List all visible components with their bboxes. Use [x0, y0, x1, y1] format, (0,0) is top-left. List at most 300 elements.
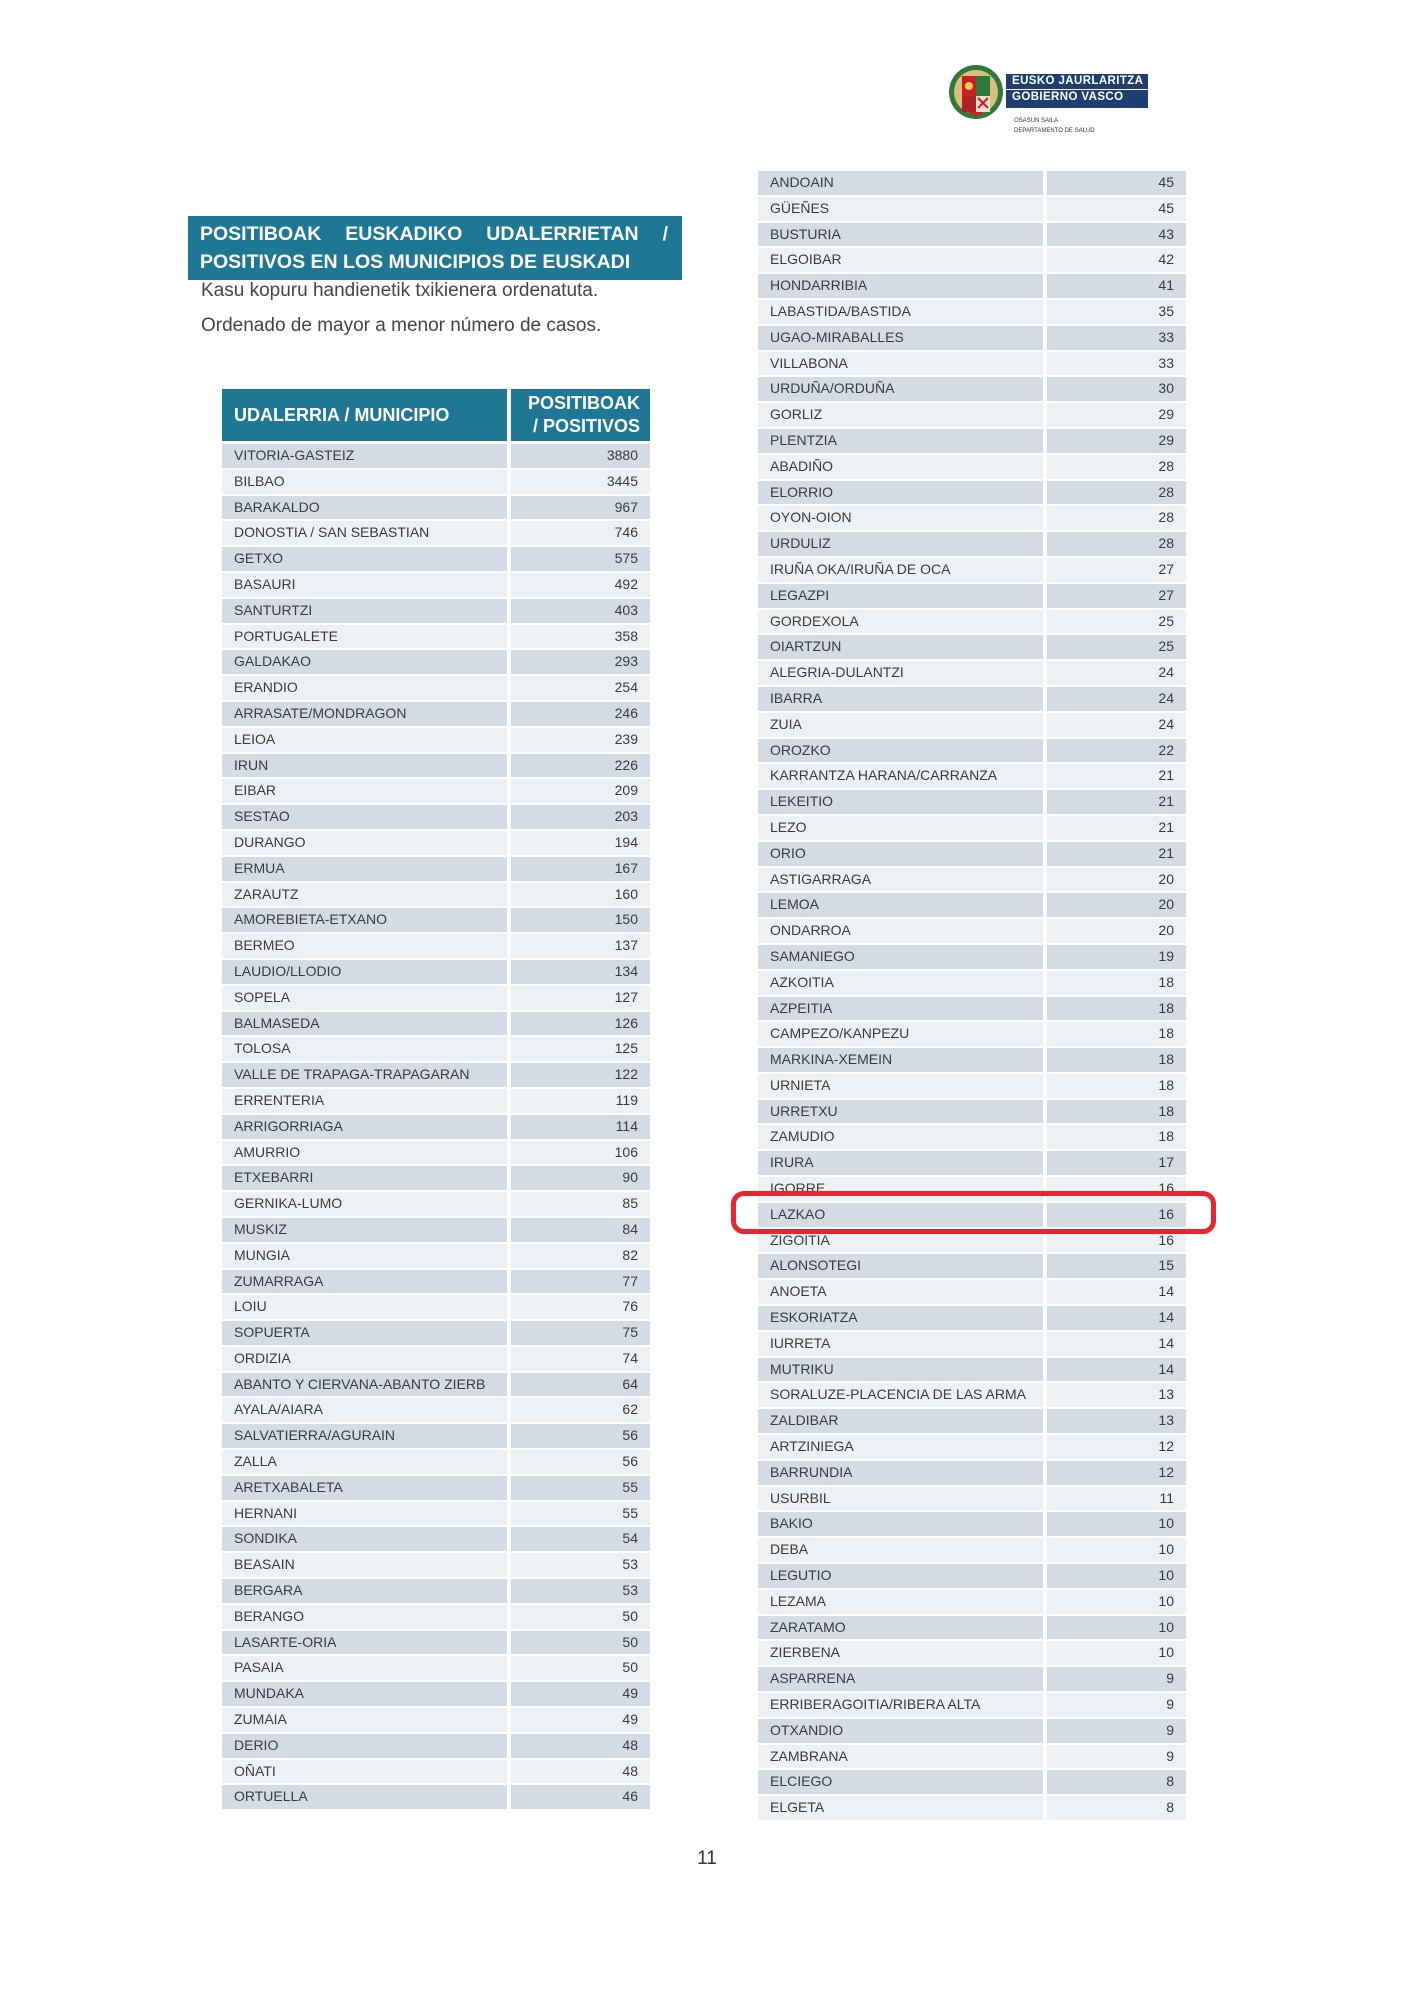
- table-row: [758, 196, 1186, 222]
- positive-count: 10: [1047, 1564, 1186, 1588]
- table-row: [758, 1589, 1186, 1615]
- table-row: [758, 1615, 1186, 1641]
- municipality-name: LEZO: [758, 816, 1043, 840]
- municipality-name: ONDARROA: [758, 919, 1043, 943]
- positive-count: 48: [511, 1760, 650, 1784]
- municipality-name: OYON-OION: [758, 506, 1043, 530]
- positive-count: 43: [1047, 223, 1186, 247]
- table-row: [222, 1475, 650, 1501]
- positive-count: 18: [1047, 971, 1186, 995]
- municipality-name: MUNGIA: [222, 1244, 507, 1268]
- table-row: [222, 1707, 650, 1733]
- table-row: [758, 557, 1186, 583]
- table-row: [222, 443, 650, 469]
- positive-count: 12: [1047, 1435, 1186, 1459]
- positive-count: 45: [1047, 197, 1186, 221]
- municipality-name: ERANDIO: [222, 676, 507, 700]
- table-row: [222, 856, 650, 882]
- table-row: [222, 1165, 650, 1191]
- table-row: [758, 996, 1186, 1022]
- municipality-name: DONOSTIA / SAN SEBASTIAN: [222, 521, 507, 545]
- municipality-name: SESTAO: [222, 805, 507, 829]
- table-row: [222, 1062, 650, 1088]
- municipality-name: OÑATI: [222, 1760, 507, 1784]
- municipality-name: SAMANIEGO: [758, 945, 1043, 969]
- table-row: [222, 1088, 650, 1114]
- table-row: [222, 1294, 650, 1320]
- municipality-name: ZUIA: [758, 713, 1043, 737]
- positive-count: 167: [511, 857, 650, 881]
- municipality-name: LAZKAO: [758, 1203, 1043, 1227]
- municipality-name: AZKOITIA: [758, 971, 1043, 995]
- positive-count: 33: [1047, 326, 1186, 350]
- municipality-name: USURBIL: [758, 1487, 1043, 1511]
- positive-count: 20: [1047, 868, 1186, 892]
- municipality-name: ARRASATE/MONDRAGON: [222, 702, 507, 726]
- table-row: [222, 1372, 650, 1398]
- municipality-name: ZAMUDIO: [758, 1125, 1043, 1149]
- municipality-name: URDUÑA/ORDUÑA: [758, 377, 1043, 401]
- municipality-name: HONDARRIBIA: [758, 274, 1043, 298]
- table-row: [222, 1501, 650, 1527]
- table-row: [222, 1630, 650, 1656]
- positive-count: 9: [1047, 1693, 1186, 1717]
- positive-count: 8: [1047, 1770, 1186, 1794]
- column-header-positives-line2: / POSITIVOS: [532, 416, 640, 436]
- table-row: [758, 1769, 1186, 1795]
- positive-count: 22: [1047, 739, 1186, 763]
- municipality-name: ZAMBRANA: [758, 1745, 1043, 1769]
- table-row: [758, 376, 1186, 402]
- municipality-name: AYALA/AIARA: [222, 1398, 507, 1422]
- municipality-name: MUTRIKU: [758, 1358, 1043, 1382]
- table-row: [758, 583, 1186, 609]
- positive-count: 9: [1047, 1745, 1186, 1769]
- municipality-name: LEZAMA: [758, 1590, 1043, 1614]
- table-row: [222, 598, 650, 624]
- table-row: [758, 1408, 1186, 1434]
- municipality-name: ASPARRENA: [758, 1667, 1043, 1691]
- positive-count: 358: [511, 625, 650, 649]
- positive-count: 127: [511, 986, 650, 1010]
- table-row: [758, 402, 1186, 428]
- positive-count: 10: [1047, 1590, 1186, 1614]
- municipality-name: TOLOSA: [222, 1037, 507, 1061]
- table-row: [758, 1150, 1186, 1176]
- positive-count: 21: [1047, 816, 1186, 840]
- table-row: [758, 351, 1186, 377]
- municipality-name: BARAKALDO: [222, 496, 507, 520]
- table-row: [758, 299, 1186, 325]
- municipality-name: ZARATAMO: [758, 1616, 1043, 1640]
- table-row: [758, 892, 1186, 918]
- table-row: [758, 1305, 1186, 1331]
- municipality-name: ABANTO Y CIERVANA-ABANTO ZIERB: [222, 1373, 507, 1397]
- title-word: EUSKADIKO: [345, 223, 463, 245]
- table-header: [222, 389, 650, 441]
- positive-count: 56: [511, 1424, 650, 1448]
- municipality-name: ETXEBARRI: [222, 1166, 507, 1190]
- table-row: [222, 675, 650, 701]
- municipality-name: ALEGRIA-DULANTZI: [758, 661, 1043, 685]
- municipality-name: LABASTIDA/BASTIDA: [758, 300, 1043, 324]
- table-row: [222, 1449, 650, 1475]
- municipality-name: SANTURTZI: [222, 599, 507, 623]
- municipality-name: AZPEITIA: [758, 997, 1043, 1021]
- table-row: [222, 1346, 650, 1372]
- municipality-name: LEIOA: [222, 728, 507, 752]
- table-row: [222, 1140, 650, 1166]
- municipality-name: LEGAZPI: [758, 584, 1043, 608]
- table-row: [758, 944, 1186, 970]
- municipality-name: VITORIA-GASTEIZ: [222, 444, 507, 468]
- municipality-name: IRUÑA OKA/IRUÑA DE OCA: [758, 558, 1043, 582]
- positive-count: 29: [1047, 429, 1186, 453]
- positive-count: 50: [511, 1605, 650, 1629]
- logo-text-spanish: GOBIERNO VASCO: [1012, 91, 1124, 103]
- sort-note-spanish: Ordenado de mayor a menor número de casos.: [201, 315, 602, 336]
- table-row: [222, 572, 650, 598]
- table-row: [758, 1047, 1186, 1073]
- municipality-name: ZARAUTZ: [222, 883, 507, 907]
- positive-count: 24: [1047, 661, 1186, 685]
- section-title: [188, 216, 682, 280]
- positive-count: 18: [1047, 1100, 1186, 1124]
- coat-of-arms-icon: [948, 64, 1006, 120]
- table-row: [758, 712, 1186, 738]
- table-row: [758, 273, 1186, 299]
- table-row: [758, 1795, 1186, 1821]
- table-row: [758, 1434, 1186, 1460]
- table-row: [758, 738, 1186, 764]
- municipality-name: DERIO: [222, 1734, 507, 1758]
- municipality-name: ARRIGORRIAGA: [222, 1115, 507, 1139]
- table-row: [758, 609, 1186, 635]
- municipality-name: IGORRE: [758, 1177, 1043, 1201]
- positive-count: 76: [511, 1295, 650, 1319]
- table-row: [222, 1243, 650, 1269]
- municipality-name: GALDAKAO: [222, 650, 507, 674]
- table-row: [758, 1692, 1186, 1718]
- positive-count: 106: [511, 1141, 650, 1165]
- municipality-name: ARTZINIEGA: [758, 1435, 1043, 1459]
- municipality-name: ABADIÑO: [758, 455, 1043, 479]
- positive-count: 137: [511, 934, 650, 958]
- page-number: 11: [697, 1848, 717, 1869]
- municipality-name: SONDIKA: [222, 1527, 507, 1551]
- positive-count: 77: [511, 1270, 650, 1294]
- table-row: [758, 1563, 1186, 1589]
- municipality-name: BARRUNDIA: [758, 1461, 1043, 1485]
- positive-count: 53: [511, 1579, 650, 1603]
- title-line-basque: [200, 220, 668, 248]
- municipality-name: LEMOA: [758, 893, 1043, 917]
- table-row: [222, 1269, 650, 1295]
- table-row: [758, 1718, 1186, 1744]
- positive-count: 27: [1047, 584, 1186, 608]
- table-row: [222, 727, 650, 753]
- municipality-name: PLENTZIA: [758, 429, 1043, 453]
- table-row: [758, 531, 1186, 557]
- table-row: [222, 1784, 650, 1810]
- title-word: POSITIBOAK: [200, 223, 322, 245]
- municipality-name: ERRIBERAGOITIA/RIBERA ALTA: [758, 1693, 1043, 1717]
- positive-count: 126: [511, 1012, 650, 1036]
- table-row: [758, 660, 1186, 686]
- table-row: [222, 649, 650, 675]
- table-row: [758, 686, 1186, 712]
- positive-count: 114: [511, 1115, 650, 1139]
- positive-count: 24: [1047, 713, 1186, 737]
- table-row: [758, 428, 1186, 454]
- table-row: [758, 789, 1186, 815]
- municipality-name: ELGETA: [758, 1796, 1043, 1820]
- table-row: [758, 325, 1186, 351]
- positive-count: 3880: [511, 444, 650, 468]
- positive-count: 82: [511, 1244, 650, 1268]
- municipality-name: MARKINA-XEMEIN: [758, 1048, 1043, 1072]
- positive-count: 84: [511, 1218, 650, 1242]
- positive-count: 15: [1047, 1254, 1186, 1278]
- logo-text-basque: EUSKO JAURLARITZA: [1006, 74, 1148, 90]
- municipality-name: LAUDIO/LLODIO: [222, 960, 507, 984]
- table-row: [222, 701, 650, 727]
- municipality-name: ELORRIO: [758, 481, 1043, 505]
- highlight-box: [731, 1191, 1216, 1234]
- positive-count: 16: [1047, 1203, 1186, 1227]
- municipality-name: LASARTE-ORIA: [222, 1631, 507, 1655]
- table-row: [222, 1526, 650, 1552]
- table-row: [222, 1552, 650, 1578]
- municipality-name: HERNANI: [222, 1502, 507, 1526]
- table-row: [758, 222, 1186, 248]
- municipality-name: ASTIGARRAGA: [758, 868, 1043, 892]
- positive-count: 18: [1047, 997, 1186, 1021]
- municipality-name: MUSKIZ: [222, 1218, 507, 1242]
- positive-count: 203: [511, 805, 650, 829]
- positive-count: 62: [511, 1398, 650, 1422]
- positive-count: 25: [1047, 610, 1186, 634]
- municipality-table-right: [758, 170, 1186, 1821]
- table-row: [222, 1733, 650, 1759]
- municipality-name: ELGOIBAR: [758, 248, 1043, 272]
- positive-count: 9: [1047, 1719, 1186, 1743]
- positive-count: 28: [1047, 455, 1186, 479]
- table-row: [758, 1666, 1186, 1692]
- positive-count: 42: [1047, 248, 1186, 272]
- positive-count: 16: [1047, 1229, 1186, 1253]
- positive-count: 49: [511, 1682, 650, 1706]
- table-row: [758, 1099, 1186, 1125]
- municipality-name: CAMPEZO/KANPEZU: [758, 1022, 1043, 1046]
- table-row: [758, 918, 1186, 944]
- positive-count: 90: [511, 1166, 650, 1190]
- positive-count: 10: [1047, 1538, 1186, 1562]
- municipality-name: ERRENTERIA: [222, 1089, 507, 1113]
- table-row: [758, 1253, 1186, 1279]
- positive-count: 28: [1047, 506, 1186, 530]
- municipality-name: SALVATIERRA/AGURAIN: [222, 1424, 507, 1448]
- municipality-name: OTXANDIO: [758, 1719, 1043, 1743]
- positive-count: 10: [1047, 1512, 1186, 1536]
- table-row: [222, 1423, 650, 1449]
- positive-count: 10: [1047, 1616, 1186, 1640]
- table-row: [758, 170, 1186, 196]
- positive-count: 246: [511, 702, 650, 726]
- title-word: UDALERRIETAN: [486, 223, 639, 245]
- table-row: [222, 1681, 650, 1707]
- column-header-positives-line1: POSITIBOAK: [527, 393, 640, 413]
- positive-count: 33: [1047, 352, 1186, 376]
- table-row: [758, 1073, 1186, 1099]
- positive-count: 119: [511, 1089, 650, 1113]
- positive-count: 18: [1047, 1048, 1186, 1072]
- positive-count: 3445: [511, 470, 650, 494]
- positive-count: 13: [1047, 1383, 1186, 1407]
- municipality-name: ARETXABALETA: [222, 1476, 507, 1500]
- table-row: [222, 495, 650, 521]
- municipality-name: BERMEO: [222, 934, 507, 958]
- positive-count: 27: [1047, 558, 1186, 582]
- positive-count: 14: [1047, 1280, 1186, 1304]
- positive-count: 21: [1047, 842, 1186, 866]
- municipality-name: ORIO: [758, 842, 1043, 866]
- table-row: [222, 1011, 650, 1037]
- municipality-name: DURANGO: [222, 831, 507, 855]
- table-row: [758, 1124, 1186, 1150]
- positive-count: 28: [1047, 481, 1186, 505]
- municipality-name: ZALDIBAR: [758, 1409, 1043, 1433]
- municipality-name: ZUMARRAGA: [222, 1270, 507, 1294]
- positive-count: 56: [511, 1450, 650, 1474]
- municipality-name: DEBA: [758, 1538, 1043, 1562]
- table-row: [758, 970, 1186, 996]
- positive-count: 50: [511, 1631, 650, 1655]
- positive-count: 12: [1047, 1461, 1186, 1485]
- table-row: [758, 841, 1186, 867]
- table-row: [222, 882, 650, 908]
- positive-count: 20: [1047, 919, 1186, 943]
- table-row: [222, 778, 650, 804]
- table-row: [222, 469, 650, 495]
- municipality-table-left: [222, 443, 650, 1810]
- table-row: [758, 247, 1186, 273]
- municipality-name: UGAO-MIRABALLES: [758, 326, 1043, 350]
- table-row: [758, 1537, 1186, 1563]
- positive-count: 30: [1047, 377, 1186, 401]
- municipality-name: BILBAO: [222, 470, 507, 494]
- department-spanish: DEPARTAMENTO DE SALUD: [1014, 128, 1095, 134]
- title-word: /: [662, 223, 668, 245]
- table-row: [758, 1744, 1186, 1770]
- table-row: [758, 1382, 1186, 1408]
- municipality-name: PORTUGALETE: [222, 625, 507, 649]
- positive-count: 46: [511, 1785, 650, 1809]
- table-row: [222, 1191, 650, 1217]
- municipality-name: ZIERBENA: [758, 1641, 1043, 1665]
- logo-band: [1006, 74, 1148, 108]
- positive-count: 150: [511, 908, 650, 932]
- table-row: [758, 815, 1186, 841]
- table-row: [222, 1320, 650, 1346]
- municipality-name: PASAIA: [222, 1656, 507, 1680]
- positive-count: 48: [511, 1734, 650, 1758]
- positive-count: 254: [511, 676, 650, 700]
- positive-count: 25: [1047, 635, 1186, 659]
- table-row: [222, 1217, 650, 1243]
- municipality-name: GORLIZ: [758, 403, 1043, 427]
- municipality-name: ORDIZIA: [222, 1347, 507, 1371]
- municipality-name: SORALUZE-PLACENCIA DE LAS ARMA: [758, 1383, 1043, 1407]
- table-row: [222, 830, 650, 856]
- positive-count: 14: [1047, 1306, 1186, 1330]
- positive-count: 575: [511, 547, 650, 571]
- municipality-name: IURRETA: [758, 1332, 1043, 1356]
- municipality-name: GORDEXOLA: [758, 610, 1043, 634]
- positive-count: 14: [1047, 1358, 1186, 1382]
- table-row: [758, 1357, 1186, 1383]
- positive-count: 55: [511, 1476, 650, 1500]
- positive-count: 226: [511, 754, 650, 778]
- positive-count: 64: [511, 1373, 650, 1397]
- table-row: [758, 1279, 1186, 1305]
- table-row: [758, 1021, 1186, 1047]
- municipality-name: MUNDAKA: [222, 1682, 507, 1706]
- table-row: [758, 634, 1186, 660]
- positive-count: 35: [1047, 300, 1186, 324]
- municipality-name: ZIGOITIA: [758, 1229, 1043, 1253]
- positive-count: 18: [1047, 1022, 1186, 1046]
- department-basque: OSASUN SAILA: [1014, 118, 1059, 124]
- municipality-name: URNIETA: [758, 1074, 1043, 1098]
- sort-note-basque: Kasu kopuru handienetik txikienera ordenatuta.: [201, 280, 599, 301]
- positive-count: 16: [1047, 1177, 1186, 1201]
- table-row: [222, 1114, 650, 1140]
- municipality-name: SOPUERTA: [222, 1321, 507, 1345]
- municipality-name: BEASAIN: [222, 1553, 507, 1577]
- positive-count: 41: [1047, 274, 1186, 298]
- municipality-name: GETXO: [222, 547, 507, 571]
- positive-count: 239: [511, 728, 650, 752]
- municipality-name: URDULIZ: [758, 532, 1043, 556]
- municipality-name: URRETXU: [758, 1100, 1043, 1124]
- positive-count: 75: [511, 1321, 650, 1345]
- positive-count: 24: [1047, 687, 1186, 711]
- positive-count: 8: [1047, 1796, 1186, 1820]
- table-row: [758, 1460, 1186, 1486]
- municipality-name: ELCIEGO: [758, 1770, 1043, 1794]
- positive-count: 209: [511, 779, 650, 803]
- municipality-name: IRURA: [758, 1151, 1043, 1175]
- municipality-name: ZUMAIA: [222, 1708, 507, 1732]
- table-row: [222, 753, 650, 779]
- positive-count: 122: [511, 1063, 650, 1087]
- positive-count: 9: [1047, 1667, 1186, 1691]
- municipality-name: LOIU: [222, 1295, 507, 1319]
- positive-count: 403: [511, 599, 650, 623]
- municipality-name: SOPELA: [222, 986, 507, 1010]
- positive-count: 11: [1047, 1487, 1186, 1511]
- positive-count: 194: [511, 831, 650, 855]
- municipality-name: ORTUELLA: [222, 1785, 507, 1809]
- municipality-name: ERMUA: [222, 857, 507, 881]
- table-row: [222, 959, 650, 985]
- municipality-name: VALLE DE TRAPAGA-TRAPAGARAN: [222, 1063, 507, 1087]
- table-row: [222, 985, 650, 1011]
- table-row: [758, 1640, 1186, 1666]
- positive-count: 10: [1047, 1641, 1186, 1665]
- positive-count: 45: [1047, 171, 1186, 195]
